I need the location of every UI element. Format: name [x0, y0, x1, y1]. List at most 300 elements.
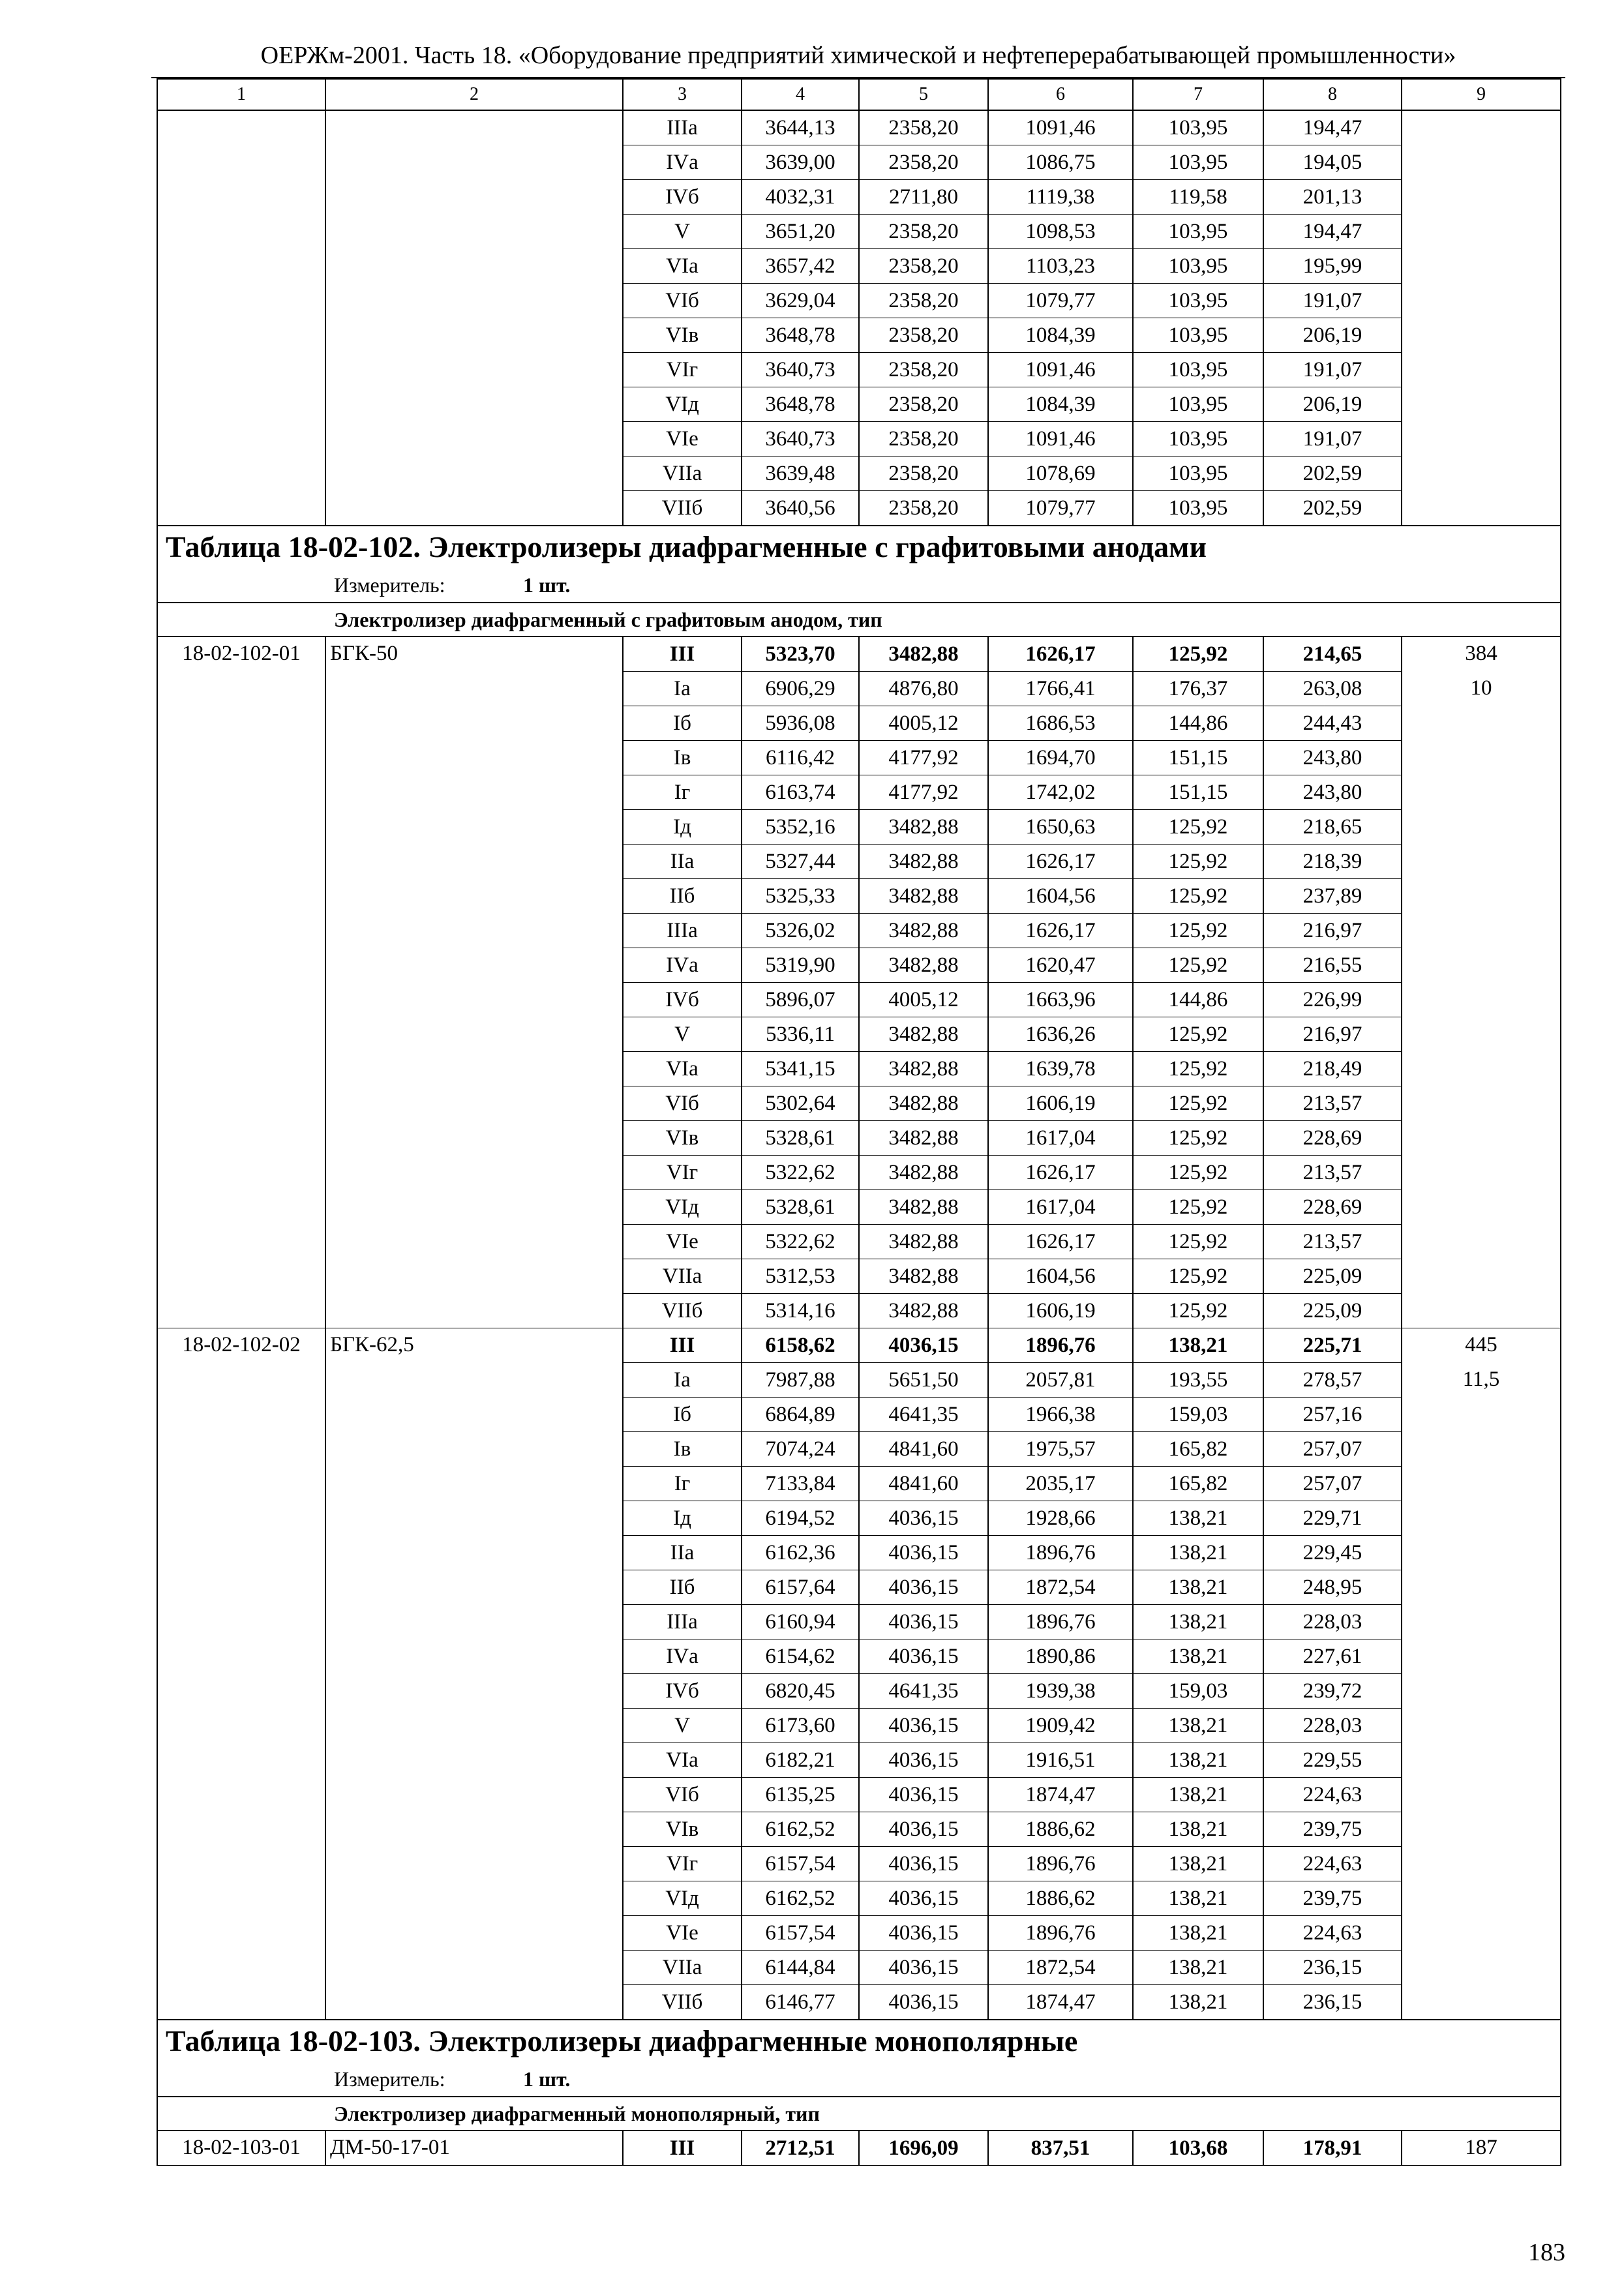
value-cell: 5326,02 [742, 914, 859, 948]
extra-cell [1402, 706, 1561, 741]
table-row [157, 948, 1561, 983]
value-cell: 2358,20 [859, 318, 988, 353]
value-cell: 1079,77 [988, 284, 1133, 318]
name-cell [325, 1052, 623, 1086]
name-cell [325, 1778, 623, 1812]
value-cell: 4036,15 [859, 1709, 988, 1743]
name-cell [325, 1259, 623, 1294]
value-cell: 216,97 [1263, 1017, 1402, 1052]
value-cell: 6162,52 [742, 1812, 859, 1847]
extra-cell [1402, 1605, 1561, 1639]
code-cell [157, 983, 325, 1017]
table-row [157, 1363, 1561, 1398]
value-cell: 216,55 [1263, 948, 1402, 983]
value-cell: 5302,64 [742, 1086, 859, 1121]
value-cell: 239,75 [1263, 1881, 1402, 1916]
value-cell: 1874,47 [988, 1778, 1133, 1812]
table-row [157, 1570, 1561, 1605]
value-cell: 3482,88 [859, 1052, 988, 1086]
code-cell [157, 145, 325, 180]
value-cell: 3482,88 [859, 1190, 988, 1225]
extra-cell [1402, 1639, 1561, 1674]
meter-row [157, 2062, 1561, 2097]
meter-cell [157, 2062, 1561, 2097]
column-number-row [157, 79, 1561, 110]
value-cell: 1103,23 [988, 249, 1133, 284]
extra-cell [1402, 914, 1561, 948]
table-title-row [157, 526, 1561, 568]
code-cell [157, 1881, 325, 1916]
value-cell: 1604,56 [988, 879, 1133, 914]
value-cell: 6194,52 [742, 1501, 859, 1536]
value-cell: 5323,70 [742, 636, 859, 672]
table-row [157, 110, 1561, 145]
value-cell: 194,47 [1263, 110, 1402, 145]
table-row [157, 1743, 1561, 1778]
class-cell: VIIб [623, 491, 742, 526]
code-cell [157, 110, 325, 145]
value-cell: 6162,52 [742, 1881, 859, 1916]
value-cell: 3640,73 [742, 353, 859, 387]
extra-cell [1402, 1432, 1561, 1467]
value-cell: 1084,39 [988, 387, 1133, 422]
name-cell [325, 672, 623, 706]
value-cell: 165,82 [1133, 1467, 1263, 1501]
value-cell: 1896,76 [988, 1916, 1133, 1951]
extra-cell [1402, 810, 1561, 845]
value-cell: 257,07 [1263, 1467, 1402, 1501]
class-cell: IIа [623, 1536, 742, 1570]
class-cell: Iа [623, 1363, 742, 1398]
value-cell: 125,92 [1133, 845, 1263, 879]
value-cell: 1874,47 [988, 1985, 1133, 2020]
name-cell [325, 948, 623, 983]
class-cell: VIб [623, 1778, 742, 1812]
extra-cell [1402, 110, 1561, 145]
value-cell: 5325,33 [742, 879, 859, 914]
name-cell [325, 215, 623, 249]
table-row [157, 1812, 1561, 1847]
extra-cell [1402, 879, 1561, 914]
value-cell: 4036,15 [859, 1812, 988, 1847]
value-cell: 6906,29 [742, 672, 859, 706]
value-cell: 1916,51 [988, 1743, 1133, 1778]
code-cell [157, 1709, 325, 1743]
value-cell: 6820,45 [742, 1674, 859, 1709]
value-cell: 1079,77 [988, 491, 1133, 526]
name-cell [325, 1017, 623, 1052]
value-cell: 244,43 [1263, 706, 1402, 741]
name-cell: ДМ-50-17-01 [325, 2131, 623, 2166]
column-number: 1 [157, 79, 325, 110]
value-cell: 2358,20 [859, 491, 988, 526]
value-cell: 6864,89 [742, 1398, 859, 1432]
name-cell: БГК-62,5 [325, 1328, 623, 1363]
value-cell: 202,59 [1263, 456, 1402, 491]
value-cell: 239,72 [1263, 1674, 1402, 1709]
code-cell [157, 1156, 325, 1190]
value-cell: 1606,19 [988, 1086, 1133, 1121]
class-cell: Iд [623, 810, 742, 845]
name-cell [325, 1086, 623, 1121]
value-cell: 4641,35 [859, 1674, 988, 1709]
value-cell: 243,80 [1263, 741, 1402, 775]
value-cell: 125,92 [1133, 1052, 1263, 1086]
value-cell: 4177,92 [859, 775, 988, 810]
code-cell [157, 1536, 325, 1570]
code-cell [157, 1778, 325, 1812]
value-cell: 2358,20 [859, 284, 988, 318]
value-cell: 191,07 [1263, 422, 1402, 456]
value-cell: 178,91 [1263, 2131, 1402, 2166]
code-cell [157, 810, 325, 845]
code-cell [157, 1190, 325, 1225]
table-row [157, 1432, 1561, 1467]
value-cell: 1909,42 [988, 1709, 1133, 1743]
value-cell: 226,99 [1263, 983, 1402, 1017]
value-cell: 103,95 [1133, 110, 1263, 145]
value-cell: 239,75 [1263, 1812, 1402, 1847]
table-title: Таблица 18-02-103. Электролизеры диафрагменные монополярные [157, 2020, 1561, 2062]
name-cell [325, 1674, 623, 1709]
value-cell: 3482,88 [859, 914, 988, 948]
value-cell: 6144,84 [742, 1951, 859, 1985]
class-cell: IVа [623, 948, 742, 983]
value-cell: 4036,15 [859, 1847, 988, 1881]
value-cell: 3639,00 [742, 145, 859, 180]
name-cell [325, 810, 623, 845]
name-cell [325, 1501, 623, 1536]
value-cell: 3482,88 [859, 845, 988, 879]
code-cell: 18-02-103-01 [157, 2131, 325, 2166]
value-cell: 2358,20 [859, 145, 988, 180]
value-cell: 4036,15 [859, 1951, 988, 1985]
code-cell [157, 318, 325, 353]
value-cell: 125,92 [1133, 948, 1263, 983]
value-cell: 2711,80 [859, 180, 988, 215]
value-cell: 1636,26 [988, 1017, 1133, 1052]
value-cell: 125,92 [1133, 879, 1263, 914]
table-row [157, 1156, 1561, 1190]
extra-cell [1402, 1086, 1561, 1121]
table-row [157, 1881, 1561, 1916]
value-cell: 225,09 [1263, 1294, 1402, 1328]
table-row [157, 1467, 1561, 1501]
value-cell: 4177,92 [859, 741, 988, 775]
name-cell [325, 775, 623, 810]
value-cell: 144,86 [1133, 706, 1263, 741]
code-cell [157, 1467, 325, 1501]
name-cell [325, 1398, 623, 1432]
value-cell: 125,92 [1133, 1259, 1263, 1294]
value-cell: 3482,88 [859, 948, 988, 983]
value-cell: 1663,96 [988, 983, 1133, 1017]
value-cell: 138,21 [1133, 1847, 1263, 1881]
class-cell: VIд [623, 387, 742, 422]
table-body [157, 79, 1561, 2166]
value-cell: 218,65 [1263, 810, 1402, 845]
value-cell: 1639,78 [988, 1052, 1133, 1086]
name-cell [325, 1847, 623, 1881]
name-cell [325, 1363, 623, 1398]
class-cell: IIа [623, 845, 742, 879]
value-cell: 3482,88 [859, 1259, 988, 1294]
name-cell [325, 1190, 623, 1225]
value-cell: 2358,20 [859, 422, 988, 456]
code-cell [157, 1570, 325, 1605]
code-cell [157, 1363, 325, 1398]
extra-cell [1402, 1951, 1561, 1985]
class-cell: III [623, 636, 742, 672]
value-cell: 195,99 [1263, 249, 1402, 284]
extra-cell [1402, 422, 1561, 456]
name-cell [325, 1881, 623, 1916]
value-cell: 103,95 [1133, 215, 1263, 249]
column-number: 6 [988, 79, 1133, 110]
extra-cell [1402, 1674, 1561, 1709]
class-cell: Iг [623, 775, 742, 810]
name-cell [325, 983, 623, 1017]
table-row [157, 775, 1561, 810]
table-row [157, 1674, 1561, 1709]
code-cell [157, 1294, 325, 1328]
value-cell: 257,16 [1263, 1398, 1402, 1432]
group-header: Электролизер диафрагменный монополярный, тип [157, 2097, 1561, 2131]
class-cell: V [623, 1709, 742, 1743]
extra-cell [1402, 1536, 1561, 1570]
class-cell: VIв [623, 1121, 742, 1156]
value-cell: 1766,41 [988, 672, 1133, 706]
value-cell: 138,21 [1133, 1605, 1263, 1639]
code-cell [157, 1052, 325, 1086]
table-row [157, 1639, 1561, 1674]
class-cell: IVб [623, 983, 742, 1017]
value-cell: 1742,02 [988, 775, 1133, 810]
table-row [157, 1294, 1561, 1328]
table-row [157, 1086, 1561, 1121]
value-cell: 225,09 [1263, 1259, 1402, 1294]
extra-cell [1402, 1294, 1561, 1328]
value-cell: 5322,62 [742, 1156, 859, 1190]
value-cell: 3640,73 [742, 422, 859, 456]
table-row [157, 249, 1561, 284]
value-cell: 1896,76 [988, 1328, 1133, 1363]
name-cell [325, 706, 623, 741]
table-row [157, 318, 1561, 353]
extra-cell [1402, 1709, 1561, 1743]
value-cell: 138,21 [1133, 1916, 1263, 1951]
value-cell: 1091,46 [988, 422, 1133, 456]
extra-cell [1402, 1778, 1561, 1812]
table-row [157, 353, 1561, 387]
value-cell: 228,69 [1263, 1190, 1402, 1225]
value-cell: 4036,15 [859, 1536, 988, 1570]
value-cell: 4005,12 [859, 983, 988, 1017]
value-cell: 103,95 [1133, 318, 1263, 353]
name-cell [325, 1570, 623, 1605]
table-row [157, 1709, 1561, 1743]
value-cell: 6182,21 [742, 1743, 859, 1778]
value-cell: 3482,88 [859, 1017, 988, 1052]
value-cell: 5319,90 [742, 948, 859, 983]
value-cell: 138,21 [1133, 1812, 1263, 1847]
code-cell [157, 1812, 325, 1847]
table-row [157, 1985, 1561, 2020]
code-cell [157, 1259, 325, 1294]
value-cell: 1098,53 [988, 215, 1133, 249]
value-cell: 5312,53 [742, 1259, 859, 1294]
group-header-row [157, 2097, 1561, 2131]
value-cell: 1696,09 [859, 2131, 988, 2166]
value-cell: 191,07 [1263, 353, 1402, 387]
code-cell [157, 1605, 325, 1639]
value-cell: 3482,88 [859, 1294, 988, 1328]
value-cell: 103,95 [1133, 145, 1263, 180]
extra-cell [1402, 353, 1561, 387]
table-row [157, 1225, 1561, 1259]
value-cell: 103,95 [1133, 387, 1263, 422]
page-number: 183 [1528, 2239, 1565, 2266]
name-cell [325, 1743, 623, 1778]
table-row [157, 1328, 1561, 1363]
name-cell [325, 1156, 623, 1190]
value-cell: 176,37 [1133, 672, 1263, 706]
class-cell: Iв [623, 1432, 742, 1467]
extra-cell [1402, 1225, 1561, 1259]
table-row [157, 180, 1561, 215]
value-cell: 6135,25 [742, 1778, 859, 1812]
name-cell [325, 1121, 623, 1156]
extra-cell [1402, 1570, 1561, 1605]
code-cell [157, 180, 325, 215]
value-cell: 194,05 [1263, 145, 1402, 180]
value-cell: 1091,46 [988, 110, 1133, 145]
code-cell [157, 422, 325, 456]
value-cell: 201,13 [1263, 180, 1402, 215]
value-cell: 125,92 [1133, 1121, 1263, 1156]
value-cell: 3482,88 [859, 1225, 988, 1259]
value-cell: 103,95 [1133, 249, 1263, 284]
name-cell: БГК-50 [325, 636, 623, 672]
name-cell [325, 1294, 623, 1328]
code-cell [157, 1639, 325, 1674]
value-cell: 1886,62 [988, 1881, 1133, 1916]
table-title: Таблица 18-02-102. Электролизеры диафрагменные с графитовыми анодами [157, 526, 1561, 568]
value-cell: 3482,88 [859, 1086, 988, 1121]
extra-cell: 11,5 [1402, 1363, 1561, 1398]
table-row [157, 1398, 1561, 1432]
value-cell: 202,59 [1263, 491, 1402, 526]
table-row [157, 1847, 1561, 1881]
value-cell: 213,57 [1263, 1156, 1402, 1190]
value-cell: 4841,60 [859, 1467, 988, 1501]
table-row [157, 706, 1561, 741]
class-cell: VIIа [623, 1951, 742, 1985]
value-cell: 218,49 [1263, 1052, 1402, 1086]
value-cell: 1604,56 [988, 1259, 1133, 1294]
value-cell: 206,19 [1263, 318, 1402, 353]
class-cell: VIа [623, 1052, 742, 1086]
value-cell: 1650,63 [988, 810, 1133, 845]
class-cell: IIб [623, 1570, 742, 1605]
code-cell: 18-02-102-02 [157, 1328, 325, 1363]
value-cell: 6116,42 [742, 741, 859, 775]
extra-cell [1402, 845, 1561, 879]
class-cell: III [623, 1328, 742, 1363]
meter-label: Измеритель: [334, 2067, 445, 2091]
value-cell: 159,03 [1133, 1674, 1263, 1709]
value-cell: 5352,16 [742, 810, 859, 845]
name-cell [325, 1951, 623, 1985]
value-cell: 236,15 [1263, 1951, 1402, 1985]
code-cell [157, 1121, 325, 1156]
value-cell: 5322,62 [742, 1225, 859, 1259]
extra-cell: 384 [1402, 636, 1561, 672]
value-cell: 119,58 [1133, 180, 1263, 215]
table-row [157, 456, 1561, 491]
value-cell: 1626,17 [988, 1156, 1133, 1190]
value-cell: 103,95 [1133, 491, 1263, 526]
code-cell [157, 775, 325, 810]
value-cell: 224,63 [1263, 1778, 1402, 1812]
class-cell: IIIа [623, 914, 742, 948]
class-cell: VIIб [623, 1985, 742, 2020]
meter-value: 1 шт. [523, 573, 571, 597]
value-cell: 7133,84 [742, 1467, 859, 1501]
value-cell: 228,03 [1263, 1709, 1402, 1743]
class-cell: IVб [623, 1674, 742, 1709]
page-header: ОЕРЖм-2001. Часть 18. «Оборудование предприятий химической и нефтеперерабатывающей промышленности» [260, 42, 1456, 69]
table-row [157, 284, 1561, 318]
class-cell: III [623, 2131, 742, 2166]
table-row [157, 422, 1561, 456]
value-cell: 236,15 [1263, 1985, 1402, 2020]
code-cell [157, 948, 325, 983]
class-cell: VIIа [623, 456, 742, 491]
value-cell: 125,92 [1133, 636, 1263, 672]
value-cell: 138,21 [1133, 1328, 1263, 1363]
table-row [157, 491, 1561, 526]
code-cell: 18-02-102-01 [157, 636, 325, 672]
name-cell [325, 249, 623, 284]
column-number: 3 [623, 79, 742, 110]
extra-cell [1402, 1743, 1561, 1778]
value-cell: 103,68 [1133, 2131, 1263, 2166]
value-cell: 237,89 [1263, 879, 1402, 914]
extra-cell [1402, 1259, 1561, 1294]
code-cell [157, 284, 325, 318]
value-cell: 4032,31 [742, 180, 859, 215]
code-cell [157, 741, 325, 775]
code-cell [157, 1743, 325, 1778]
value-cell: 213,57 [1263, 1086, 1402, 1121]
value-cell: 1119,38 [988, 180, 1133, 215]
value-cell: 1091,46 [988, 353, 1133, 387]
name-cell [325, 284, 623, 318]
value-cell: 228,03 [1263, 1605, 1402, 1639]
class-cell: VIа [623, 249, 742, 284]
name-cell [325, 1985, 623, 2020]
class-cell: Iв [623, 741, 742, 775]
table-row [157, 1017, 1561, 1052]
value-cell: 125,92 [1133, 914, 1263, 948]
code-cell [157, 1674, 325, 1709]
value-cell: 1617,04 [988, 1121, 1133, 1156]
value-cell: 194,47 [1263, 215, 1402, 249]
value-cell: 4036,15 [859, 1570, 988, 1605]
value-cell: 229,45 [1263, 1536, 1402, 1570]
value-cell: 263,08 [1263, 672, 1402, 706]
